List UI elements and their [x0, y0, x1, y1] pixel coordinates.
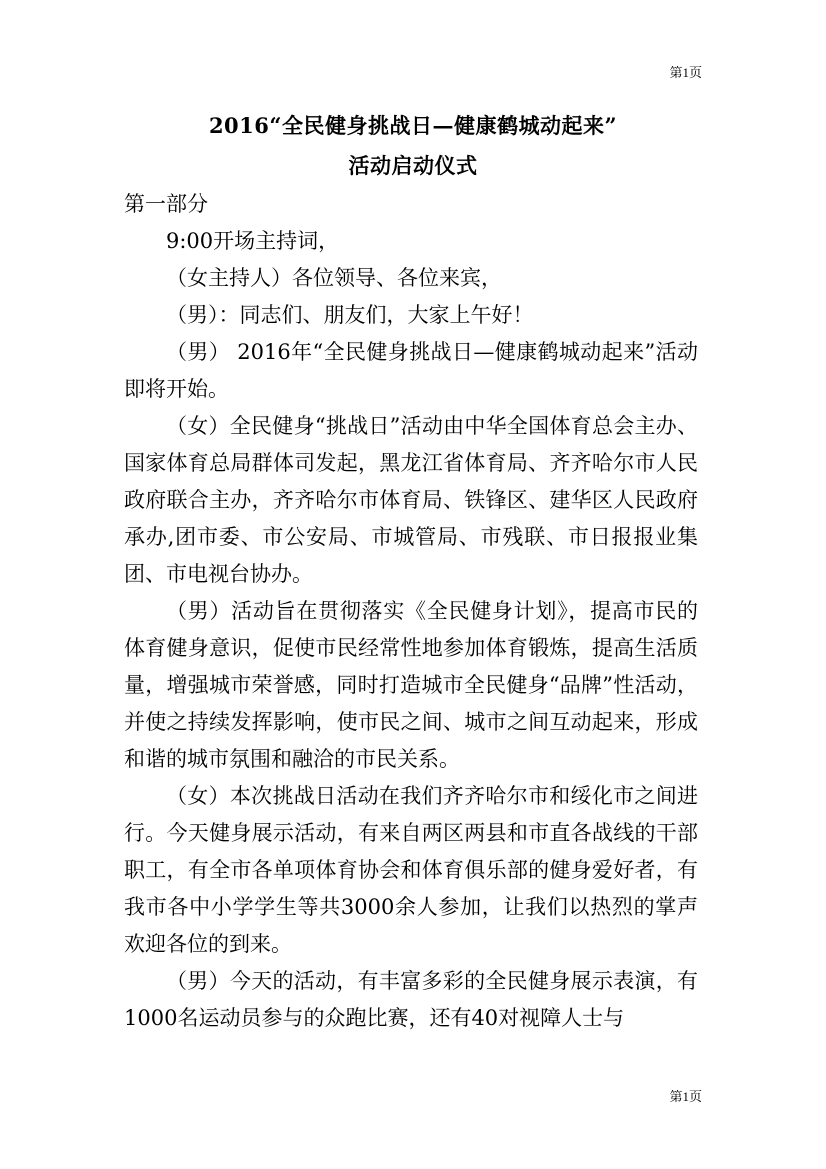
- section-heading: 第一部分: [124, 192, 208, 216]
- page-number-top: 第1页: [669, 65, 702, 80]
- paragraph-male-host-greeting: （男）：同志们、朋友们，大家上午好！: [166, 303, 534, 327]
- paragraph-purpose: （男）活动旨在贯彻落实《全民健身计划》，提高市民的体育健身意识，促使市民经常性地参加体育锻炼，提高生活质量，增强城市荣誉感，同时打造城市全民健身“品牌”性活动，并使之持续发挥影响，使市民之间、城市之间互动起来，形成和谐的城市氛围和融洽的市民关系。: [124, 599, 698, 771]
- paragraph-organizers: （女）全民健身“挑战日”活动由中华全国体育总会主办、国家体育总局群体司发起，黑龙江省体育局、齐齐哈尔市人民政府联合主办，齐齐哈尔市体育局、铁锋区、建华区人民政府承办,团市委、市公安局、市城管局、市残联、市日报报业集团、市电视台协办。: [124, 414, 698, 586]
- paragraph-event-start: （男） 2016年“全民健身挑战日—健康鹤城动起来”活动即将开始。: [124, 340, 698, 401]
- paragraph-participants: （女）本次挑战日活动在我们齐齐哈尔市和绥化市之间进行。今天健身展示活动，有来自两区两县和市直各战线的干部职工，有全市各单项体育协会和体育俱乐部的健身爱好者，有我市各中小学学生等共3000余人参加，让我们以热烈的掌声欢迎各位的到来。: [124, 784, 698, 956]
- document-body: [124, 186, 698, 1037]
- document-title-line-2: 活动启动仪式: [348, 153, 478, 178]
- paragraph-female-host-greeting: （女主持人）各位领导、各位来宾，: [166, 266, 502, 290]
- document-title-line-1: 2016“全民健身挑战日—健康鹤城动起来”: [208, 113, 618, 138]
- page-number-bottom: 第1页: [669, 1089, 702, 1104]
- paragraph-opening-time: 9:00开场主持词，: [166, 229, 340, 253]
- paragraph-activities: （男）今天的活动，有丰富多彩的全民健身展示表演，有1000名运动员参与的众跑比赛，还有40对视障人士与: [124, 969, 698, 1030]
